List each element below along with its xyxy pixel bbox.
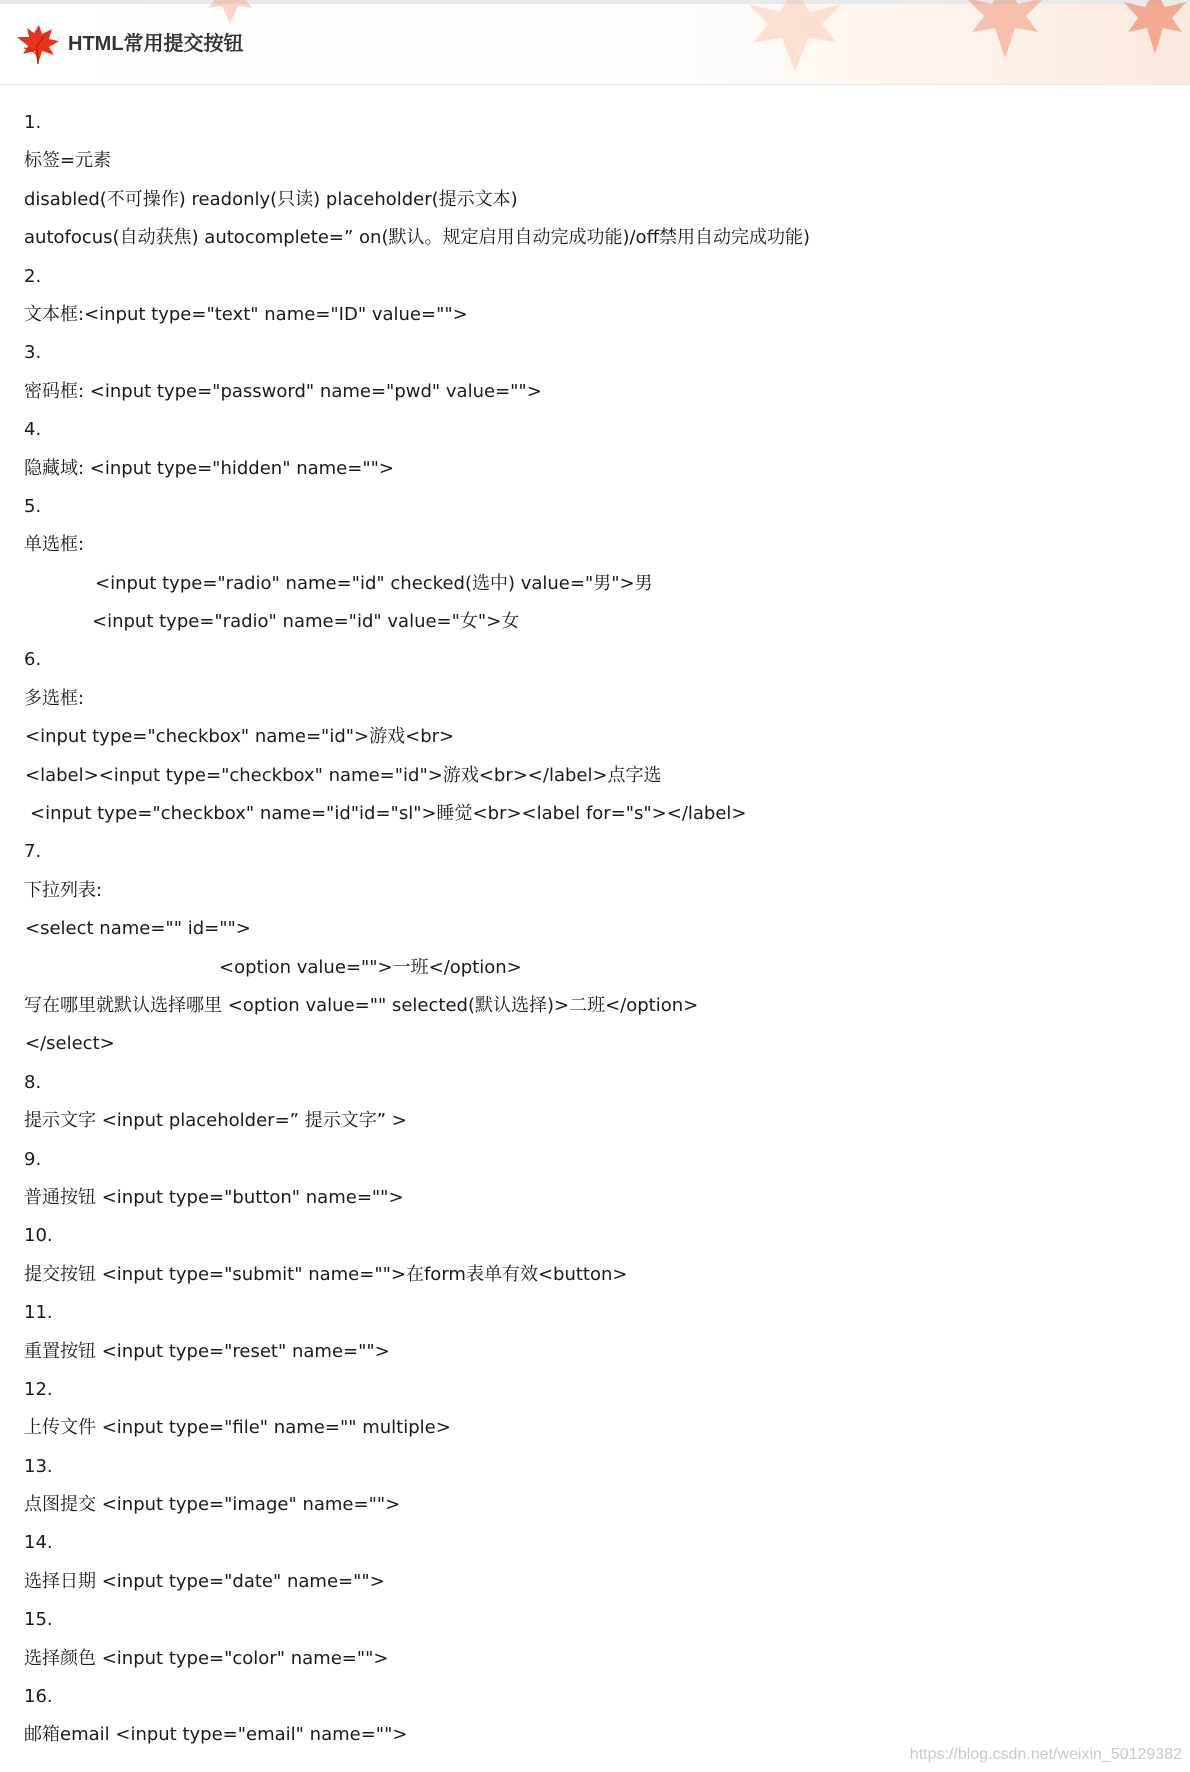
text-line: 5. <box>24 495 42 517</box>
maple-leaf-icon <box>14 24 60 66</box>
background-leaf-icon <box>960 0 1050 60</box>
text-line: 点图提交 <input type="image" name=""> <box>24 1494 401 1516</box>
note-body <box>0 104 1190 1755</box>
text-line: 单选框: <box>24 534 85 556</box>
text-line: 7. <box>24 841 42 863</box>
background-leaf-icon <box>740 0 850 74</box>
text-line: 多选框: <box>24 687 85 709</box>
text-line: 10. <box>24 1225 53 1247</box>
text-line: 16. <box>24 1686 53 1708</box>
watermark: https://blog.csdn.net/weixin_50129382 <box>909 1746 1182 1763</box>
text-line: 重置按钮 <input type="reset" name=""> <box>24 1340 390 1362</box>
background-leaf-icon <box>200 0 260 26</box>
text-line: 隐藏域: <input type="hidden" name=""> <box>24 457 394 479</box>
text-line: </select> <box>25 1033 115 1055</box>
text-line: <option value="">一班</option> <box>219 956 522 978</box>
text-line: 4. <box>24 419 42 441</box>
note-title: HTML常用提交按钮 <box>68 33 244 55</box>
text-line: 13. <box>24 1455 53 1477</box>
text-line: disabled(不可操作) readonly(只读) placeholder(提示文本) <box>24 188 518 210</box>
background-leaf-icon <box>1120 0 1190 56</box>
text-line: 1. <box>24 112 42 133</box>
text-line: 8. <box>24 1071 42 1093</box>
text-line: 选择日期 <input type="date" name=""> <box>24 1570 385 1592</box>
text-line: 15. <box>24 1609 53 1631</box>
text-line: 2. <box>24 265 42 287</box>
text-line: 写在哪里就默认选择哪里 <option value="" selected(默认选择)>二班</option> <box>24 994 699 1016</box>
text-line: autofocus(自动获焦) autocomplete=” on(默认。规定启用自动完成功能)/off禁用自动完成功能) <box>24 227 810 249</box>
text-line: 9. <box>24 1148 42 1170</box>
text-line: 6. <box>24 649 42 671</box>
text-line: 提交按钮 <input type="submit" name="">在form表单有效<button> <box>24 1263 628 1285</box>
text-line: 密码框: <input type="password" name="pwd" value=""> <box>24 380 542 402</box>
text-line: 邮箱email <input type="email" name=""> <box>24 1724 408 1746</box>
text-line: <input type="radio" name="id" value="女">女 <box>92 611 520 633</box>
text-line: <label><input type="checkbox" name="id">游戏<br></label>点字选 <box>25 764 662 786</box>
text-line: 下拉列表: <box>24 879 103 901</box>
text-line: <input type="checkbox" name="id"id="sl">睡觉<br><label for="s"></label> <box>30 803 747 825</box>
text-line: 普通按钮 <input type="button" name=""> <box>24 1186 404 1208</box>
text-line: 11. <box>24 1302 53 1324</box>
text-line: <input type="checkbox" name="id">游戏<br> <box>25 726 455 748</box>
text-line: 提示文字 <input placeholder=” 提示文字” > <box>24 1110 407 1132</box>
text-line: <input type="radio" name="id" checked(选中) value="男">男 <box>95 572 653 594</box>
text-line: 文本框:<input type="text" name="ID" value=""> <box>24 303 468 325</box>
note-header <box>0 0 1190 85</box>
text-line: <select name="" id=""> <box>25 918 251 940</box>
text-line: 3. <box>24 342 42 364</box>
text-line: 上传文件 <input type="file" name="" multiple> <box>24 1417 451 1439</box>
text-line: 14. <box>24 1532 53 1554</box>
text-line: 12. <box>24 1378 53 1400</box>
text-line: 选择颜色 <input type="color" name=""> <box>24 1647 389 1669</box>
text-line: 标签=元素 <box>24 150 112 172</box>
